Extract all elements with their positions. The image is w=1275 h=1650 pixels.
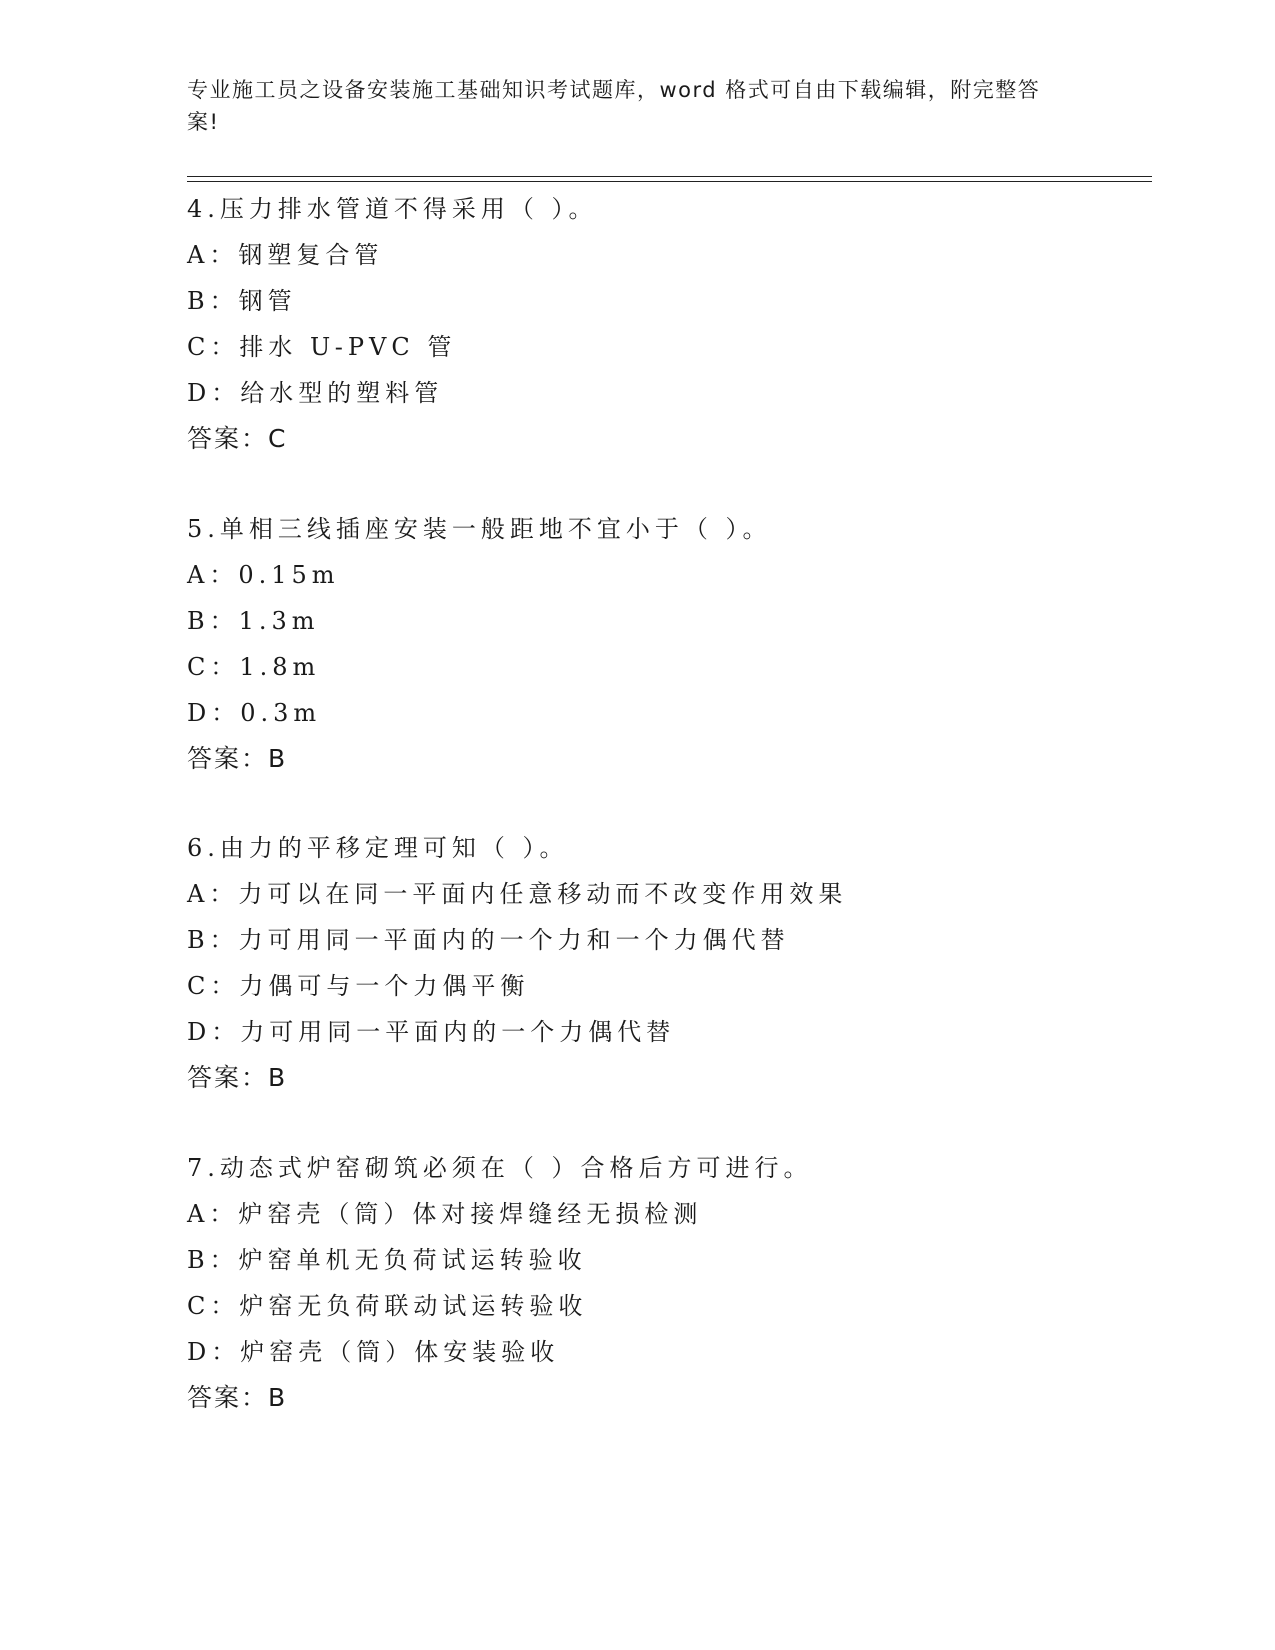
option-a: A：0.15m bbox=[187, 561, 340, 589]
answer-line: 答案：B bbox=[187, 744, 288, 773]
option-b: B：钢管 bbox=[187, 287, 297, 315]
option-a: A：力可以在同一平面内任意移动而不改变作用效果 bbox=[187, 880, 848, 908]
question-stem: 5.单相三线插座安装一般距地不宜小于（ ）。 bbox=[187, 515, 772, 543]
option-b: B：力可用同一平面内的一个力和一个力偶代替 bbox=[187, 926, 790, 954]
option-c: C：排水 U-PVC 管 bbox=[187, 333, 457, 361]
document-header: 专业施工员之设备安装施工基础知识考试题库，word 格式可自由下载编辑，附完整答案! bbox=[187, 78, 1041, 134]
option-c: C：1.8m bbox=[187, 653, 321, 681]
option-b: B：炉窑单机无负荷试运转验收 bbox=[187, 1246, 587, 1274]
option-d: D：给水型的塑料管 bbox=[187, 379, 444, 407]
question-block bbox=[187, 186, 1137, 462]
header-divider-bottom bbox=[187, 181, 1152, 182]
question-block bbox=[187, 825, 1137, 1101]
option-a: A：钢塑复合管 bbox=[187, 241, 384, 269]
option-a: A：炉窑壳（筒）体对接焊缝经无损检测 bbox=[187, 1200, 703, 1228]
option-d: D：力可用同一平面内的一个力偶代替 bbox=[187, 1018, 676, 1046]
question-block bbox=[187, 1145, 1137, 1421]
option-c: C：力偶可与一个力偶平衡 bbox=[187, 972, 530, 1000]
question-stem: 7.动态式炉窑砌筑必须在（ ）合格后方可进行。 bbox=[187, 1154, 813, 1182]
option-b: B：1.3m bbox=[187, 607, 320, 635]
option-d: D：炉窑壳（筒）体安装验收 bbox=[187, 1338, 560, 1366]
question-stem: 4.压力排水管道不得采用（ ）。 bbox=[187, 195, 598, 223]
question-block bbox=[187, 506, 1137, 782]
option-d: D：0.3m bbox=[187, 699, 322, 727]
question-stem: 6.由力的平移定理可知（ ）。 bbox=[187, 834, 569, 862]
answer-line: 答案：B bbox=[187, 1383, 288, 1412]
answer-line: 答案：C bbox=[187, 424, 288, 453]
header-divider-top bbox=[187, 176, 1152, 177]
answer-line: 答案：B bbox=[187, 1063, 288, 1092]
option-c: C：炉窑无负荷联动试运转验收 bbox=[187, 1292, 588, 1320]
